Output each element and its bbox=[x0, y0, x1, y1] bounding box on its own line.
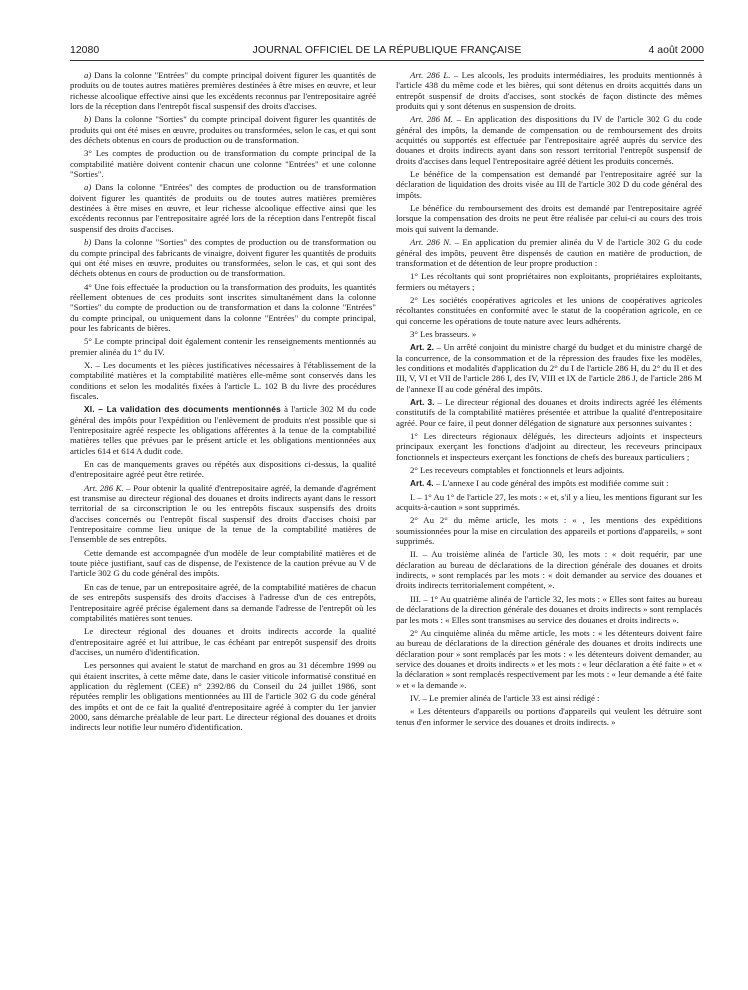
paragraph-text: Dans la colonne "Sorties" des comptes de production ou de transformation ou du compte principal des fabricants de vinaigre, doivent figurer les quantités de produits qui ont été mises en œuvre, produites ou transformées, selon le cas, et qui sont des déchets obtenus en cours de production ou de transformation. bbox=[70, 237, 376, 279]
paragraph-text: Cette demande est accompagnée d'un modèle de leur comptabilité matières et de toute pièce justifiant, sauf cas de dispense, de l'existence de la caution prévue au V de l'article 302 G du code général des impôts. bbox=[70, 547, 376, 579]
paragraph-text: « Les détenteurs d'appareils ou portions d'appareils qui veulent les détruire sont tenus d'en informer le service des douanes et droits indirects. » bbox=[396, 706, 702, 727]
paragraph bbox=[70, 182, 376, 234]
paragraph bbox=[396, 549, 702, 590]
paragraph bbox=[396, 342, 702, 394]
paragraph-text: 3° Les comptes de production ou de transformation du compte principal de la comptabilité matière doivent contenir chacun une colonne "Entrées" et une colonne "Sorties". bbox=[70, 148, 376, 180]
paragraph bbox=[396, 693, 702, 703]
paragraph-label: b) bbox=[84, 237, 92, 248]
paragraph-text: 1° Les récoltants qui sont propriétaires non exploitants, propriétaires exploitants, fermiers ou métayers ; bbox=[396, 271, 702, 292]
paragraph bbox=[396, 478, 702, 488]
paragraph-label: Art. 286 N. bbox=[410, 237, 452, 248]
paragraph bbox=[396, 114, 702, 166]
paragraph-text: Dans la colonne "Sorties" du compte principal doivent figurer les quantités de produits qui ont été mises en œuvre, produites ou transformées, selon le cas, et qui sont des déchets obtenus en cours de production ou de transformation. bbox=[70, 114, 376, 146]
paragraph bbox=[70, 360, 376, 401]
paragraph-text: – En application des dispositions du IV de l'article 302 G du code général des impôts, la demande de compensation ou de remboursement des droits acquittés ou supportés est effectuée par l'entrepositaire agréé auprès du service des douanes et droits indirects ayant dans son ressort territorial l'entrepôt suspensif de droits d'accises dans lequel l'entrepositaire agréé détient les produits concernés. bbox=[396, 114, 702, 166]
paragraph bbox=[396, 329, 702, 339]
paragraph-text: Dans la colonne "Entrées" des comptes de production ou de transformation doivent figurer les quantités de produits ou de toutes autres matières premières destinées à être mises en œuvre, et leur richesse alcoolique effective ainsi que les excédents reconnus par l'entrepositaire agréé lors de la réception dans l'entrepôt fiscal suspensif des droits d'accises. bbox=[70, 182, 376, 234]
paragraph-text: – Un arrêté conjoint du ministre chargé du budget et du ministre chargé de la concurrence, de la consommation et de la répression des fraudes fixe les modèles, les conditions et modalités d'application du 2° du I de l'article 286 H, du 2° du II et des III, V, VI et VII de l'article 286 I, des IV, VIII et IX de l'article 286 J, de l'article 286 M de l'annexe II au code général des impôts. bbox=[396, 342, 702, 394]
paragraph bbox=[70, 114, 376, 145]
paragraph bbox=[70, 582, 376, 623]
paragraph bbox=[396, 397, 702, 428]
paragraph-text: – L'annexe I au code général des impôts est modifiée comme suit : bbox=[435, 478, 669, 489]
paragraph-text: Les personnes qui avaient le statut de marchand en gros au 31 décembre 1999 ou qui étaient inscrites, à cette même date, dans le casier viticole informatisé constitué en application du règlement (CEE) n° 2392/86 du Conseil du 24 juillet 1986, sont réputées remplir les obligations mentionnées au III de l'article 302 G du code général des impôts et ont de ce fait la qualité d'entrepositaire agréé à compter du 1er janvier 2000, sans démarche préalable de leur part. Le directeur régional des douanes et droits indirects leur notifie leur numéro d'identification. bbox=[70, 660, 376, 733]
paragraph-text: Le bénéfice de la compensation est demandé par l'entrepositaire agréé sur la déclaration de liquidation des droits visée au III de l'article 302 D du code général des impôts. bbox=[396, 169, 702, 200]
paragraph bbox=[70, 660, 376, 732]
publication-date: 4 août 2000 bbox=[648, 44, 704, 56]
page-header bbox=[70, 44, 704, 58]
header-rule bbox=[70, 60, 704, 61]
paragraph bbox=[396, 169, 702, 200]
paragraph bbox=[396, 237, 702, 268]
paragraph bbox=[70, 70, 376, 111]
paragraph bbox=[396, 271, 702, 292]
paragraph-text: – En application du premier alinéa du V de l'article 302 G du code général des impôts, peuvent être dispensés de caution en matière de production, de transformation et de détention de leur propre production : bbox=[396, 237, 702, 268]
paragraph-label: Art. 286 L. bbox=[410, 70, 451, 80]
paragraph bbox=[396, 515, 702, 546]
paragraph bbox=[70, 282, 376, 334]
paragraph bbox=[70, 404, 376, 456]
paragraph bbox=[396, 628, 702, 690]
paragraph bbox=[396, 492, 702, 513]
paragraph-label: Art. 4. bbox=[410, 478, 434, 489]
paragraph-label: a) bbox=[84, 182, 92, 193]
journal-title: JOURNAL OFFICIEL DE LA RÉPUBLIQUE FRANÇAISE bbox=[252, 44, 522, 56]
paragraph-label: Art. 286 K. bbox=[84, 482, 124, 493]
right-column bbox=[396, 70, 702, 980]
paragraph bbox=[70, 459, 376, 480]
paragraph-text: En cas de manquements graves ou répétés aux dispositions ci-dessus, la qualité d'entrepositaire agréé peut être retirée. bbox=[70, 459, 376, 480]
paragraph-text: Le bénéfice du remboursement des droits est demandé par l'entrepositaire agréé lorsque la compensation des droits ne peut être réalisée par celui-ci au cours des trois mois qui suivent la demande. bbox=[396, 203, 702, 234]
paragraph bbox=[396, 203, 702, 234]
paragraph bbox=[70, 626, 376, 657]
paragraph-text: 5° Le compte principal doit également contenir les renseignements mentionnés au premier alinéa du 1° du IV. bbox=[70, 336, 376, 357]
paragraph bbox=[70, 336, 376, 357]
paragraph-text: – Le directeur régional des douanes et droits indirects agréé les éléments constitutifs de la comptabilité matières présentée et attribue la qualité d'entrepositaire agréé. Pour ce faire, il peut donner délégation de signature aux personnes suivantes : bbox=[396, 396, 702, 428]
paragraph-text: 2° Les receveurs comptables et fonctionnels et leurs adjoints. bbox=[410, 465, 625, 476]
paragraph-text: XI. – La validation des documents mentionnés à l'article 302 M du code général des impôts pour l'expédition ou l'enlèvement de produits n'est possible que si l'entrepositaire agréé respecte les obligations afférentes à la tenue de la comptabilité matières telles que prévues par le présent article et les obligations mentionnées aux articles 614 et 614 A dudit code. bbox=[70, 404, 376, 456]
left-column bbox=[70, 70, 376, 980]
paragraph-text: Dans la colonne "Entrées" du compte principal doivent figurer les quantités de produits ou de toutes autres matières premières destinées à être mises en œuvre, et leur richesse alcoolique effective ainsi que les excédents reconnus par l'entrepositaire agréé lors de la réception dans l'entrepôt fiscal suspensif des droits d'accises. bbox=[70, 70, 376, 112]
paragraph bbox=[396, 465, 702, 475]
paragraph-text: 2° Au cinquième alinéa du même article, les mots : « les détenteurs doivent faire au bureau de déclarations de la direction générale des douanes et droits indirects une déclaration pour » sont remplacés par les mots : « les détenteurs doivent demander, au service des douanes et droits indirects » et les mots : « leur déclaration a été faite » et « la déclaration » sont remplacés respectivement par les mots : « leur demande a été faite » et « la demande ». bbox=[396, 627, 702, 690]
paragraph-text: 2° Au 2° du même article, les mots : « , les mentions des expéditions soumissionnées pour la mise en circulation des appareils et portions d'appareils, » sont supprimés. bbox=[396, 515, 702, 547]
paragraph-label: Art. 286 M. bbox=[410, 114, 454, 125]
paragraph-text: IV. – Le premier alinéa de l'article 33 est ainsi rédigé : bbox=[410, 692, 600, 703]
paragraph bbox=[70, 148, 376, 179]
paragraph bbox=[396, 70, 702, 111]
paragraph-label: Art. 2. bbox=[410, 342, 434, 353]
paragraph bbox=[396, 706, 702, 727]
paragraph-text: X. – Les documents et les pièces justificatives nécessaires à l'établissement de la comptabilité matières et la comptabilité matières elle-même sont conservés dans les conditions et selon les modalités fixées à l'article L. 102 B du livre des procédures fiscales. bbox=[70, 359, 376, 401]
paragraph-text: 3° Les brasseurs. » bbox=[410, 328, 477, 339]
paragraph bbox=[70, 548, 376, 579]
paragraph bbox=[70, 483, 376, 545]
paragraph-text: II. – Au troisième alinéa de l'article 30, les mots : « doit requérir, par une déclaration au bureau de déclarations de la direction générale des douanes et droits indirects, » sont remplacés par les mots : « doit demander au service des douanes et droits indirects territorialement compétent, ». bbox=[396, 549, 702, 591]
paragraph-label: b) bbox=[84, 114, 92, 125]
paragraph bbox=[396, 431, 702, 462]
paragraph-text: I. – 1° Au 1° de l'article 27, les mots : « et, s'il y a lieu, les mentions figurant sur les acquits-à-caution » sont supprimés. bbox=[396, 491, 702, 513]
paragraph bbox=[396, 295, 702, 326]
paragraph-text: – Pour obtenir la qualité d'entrepositaire agréé, la demande d'agrément est transmise au directeur régional des douanes et droits indirects ayant dans le ressort territorial de sa circonscription le ou les entrepôts fiscaux suspensifs des droits d'accises concernés ou l'entrepôt fiscal suspensif des droits d'accises choisi par l'entrepositaire comme lieu unique de la tenue de la comptabilité matières de l'ensemble de ses entrepôts. bbox=[70, 482, 376, 545]
page-number: 12080 bbox=[70, 44, 100, 56]
paragraph-text: En cas de tenue, par un entrepositaire agréé, de la comptabilité matières de chacun de ses entrepôts suspensifs des droits d'accises à l'adresse d'un de ces entrepôts, l'entrepositaire agréé précise également dans sa demande l'adresse de l'entrepôt où les comptabilités matières sont tenues. bbox=[70, 581, 376, 623]
paragraph-text: 2° Les sociétés coopératives agricoles et les unions de coopératives agricoles récoltantes constituées en conformité avec le statut de la coopération agricole, en ce qui concerne les opérations de toute nature avec leurs adhérents. bbox=[396, 294, 702, 326]
paragraph-text: Le directeur régional des douanes et droits indirects accorde la qualité d'entrepositaire agréé et lui attribue, le cas échéant par entrepôt suspensif des droits d'accises, un numéro d'identification. bbox=[70, 626, 376, 657]
paragraph-label: a) bbox=[84, 70, 92, 80]
paragraph-text: – Les alcools, les produits intermédiaires, les produits mentionnés à l'article 438 du même code et les bières, qui sont détenus en droits acquittés dans un entrepôt suspensif de droits d'accises, sont stockés de façon distincte des mêmes produits qui y sont détenus en suspension de droits. bbox=[396, 70, 702, 112]
paragraph-text: 1° Les directeurs régionaux délégués, les directeurs adjoints et inspecteurs principaux exerçant les fonctions d'adjoint au directeur, les receveurs principaux fonctionnels et inspecteurs exerçant les fonctions de chefs des bureaux particuliers ; bbox=[396, 431, 702, 462]
paragraph-text: 4° Une fois effectuée la production ou la transformation des produits, les quantités réellement obtenues de ces produits sont inscrites simultanément dans la colonne "Sorties" du compte de production ou de transformation et dans la colonne "Entrées" du compte principal, ou uniquement dans la colonne "Entrées" du compte principal, pour les fabricants de bières. bbox=[70, 281, 376, 333]
paragraph-label: Art. 3. bbox=[410, 396, 435, 407]
paragraph bbox=[396, 594, 702, 625]
paragraph bbox=[70, 237, 376, 278]
paragraph-text: III. – 1° Au quatrième alinéa de l'article 32, les mots : « Elles sont faites au bureau de déclarations de la direction générale des douanes et droits indirects » sont remplacés par les mots : « Elles sont transmises au service des douanes et droits indirects ». bbox=[396, 593, 702, 625]
